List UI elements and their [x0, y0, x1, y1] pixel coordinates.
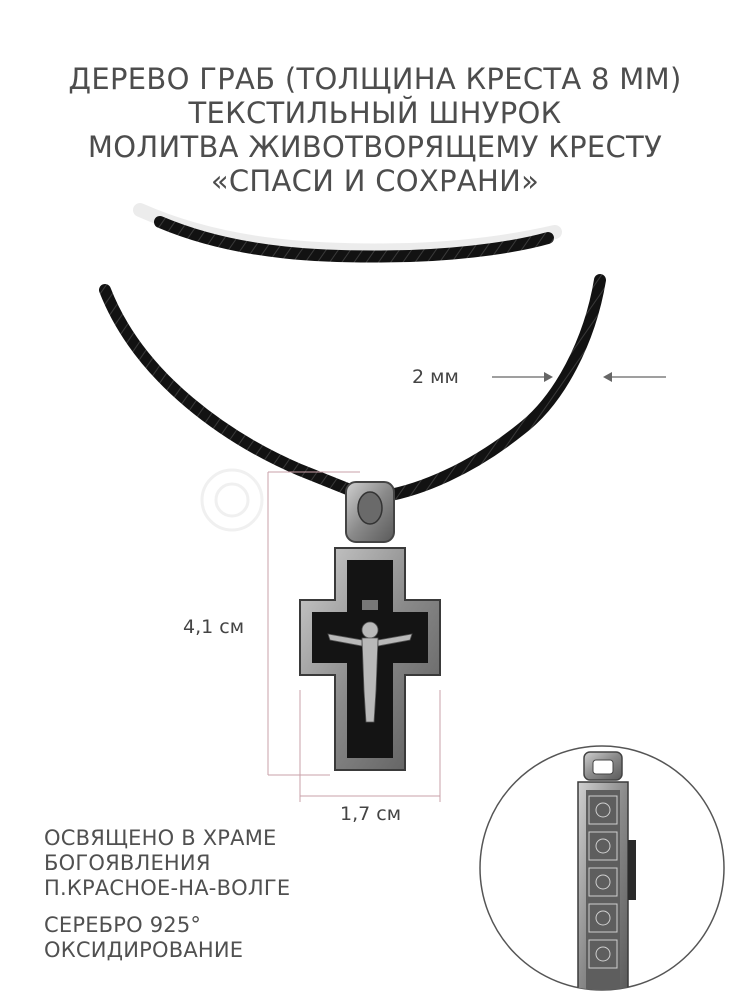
material-line-1: СЕРЕБРО 925° — [44, 913, 202, 937]
textile-cord — [105, 210, 600, 496]
side-view-circle — [480, 746, 724, 992]
cord-thickness-label: 2 мм — [412, 366, 459, 388]
cross-width-label: 1,7 см — [340, 803, 402, 825]
material-line-2: ОКСИДИРОВАНИЕ — [44, 938, 244, 962]
title-line-cord: ТЕКСТИЛЬНЫЙ ШНУРОК — [188, 96, 562, 130]
title-line-prayer: МОЛИТВА ЖИВОТВОРЯЩЕМУ КРЕСТУ — [87, 130, 663, 164]
cord-thickness-arrows — [492, 372, 666, 382]
material-info — [44, 913, 243, 963]
consecration-line-3: П.КРАСНОЕ-НА-ВОЛГЕ — [44, 876, 291, 900]
consecration-line-2: БОГОЯВЛЕНИЯ — [44, 851, 211, 875]
title-line-quote: «СПАСИ И СОХРАНИ» — [210, 164, 540, 198]
cross-pendant — [300, 482, 440, 770]
title-line-material: ДЕРЕВО ГРАБ (ТОЛЩИНА КРЕСТА 8 ММ) — [68, 62, 682, 96]
watermark-logo — [202, 470, 262, 530]
consecration-line-1: ОСВЯЩЕНО В ХРАМЕ — [44, 826, 277, 850]
consecration-info — [44, 826, 290, 901]
cross-height-label: 4,1 см — [183, 616, 245, 638]
